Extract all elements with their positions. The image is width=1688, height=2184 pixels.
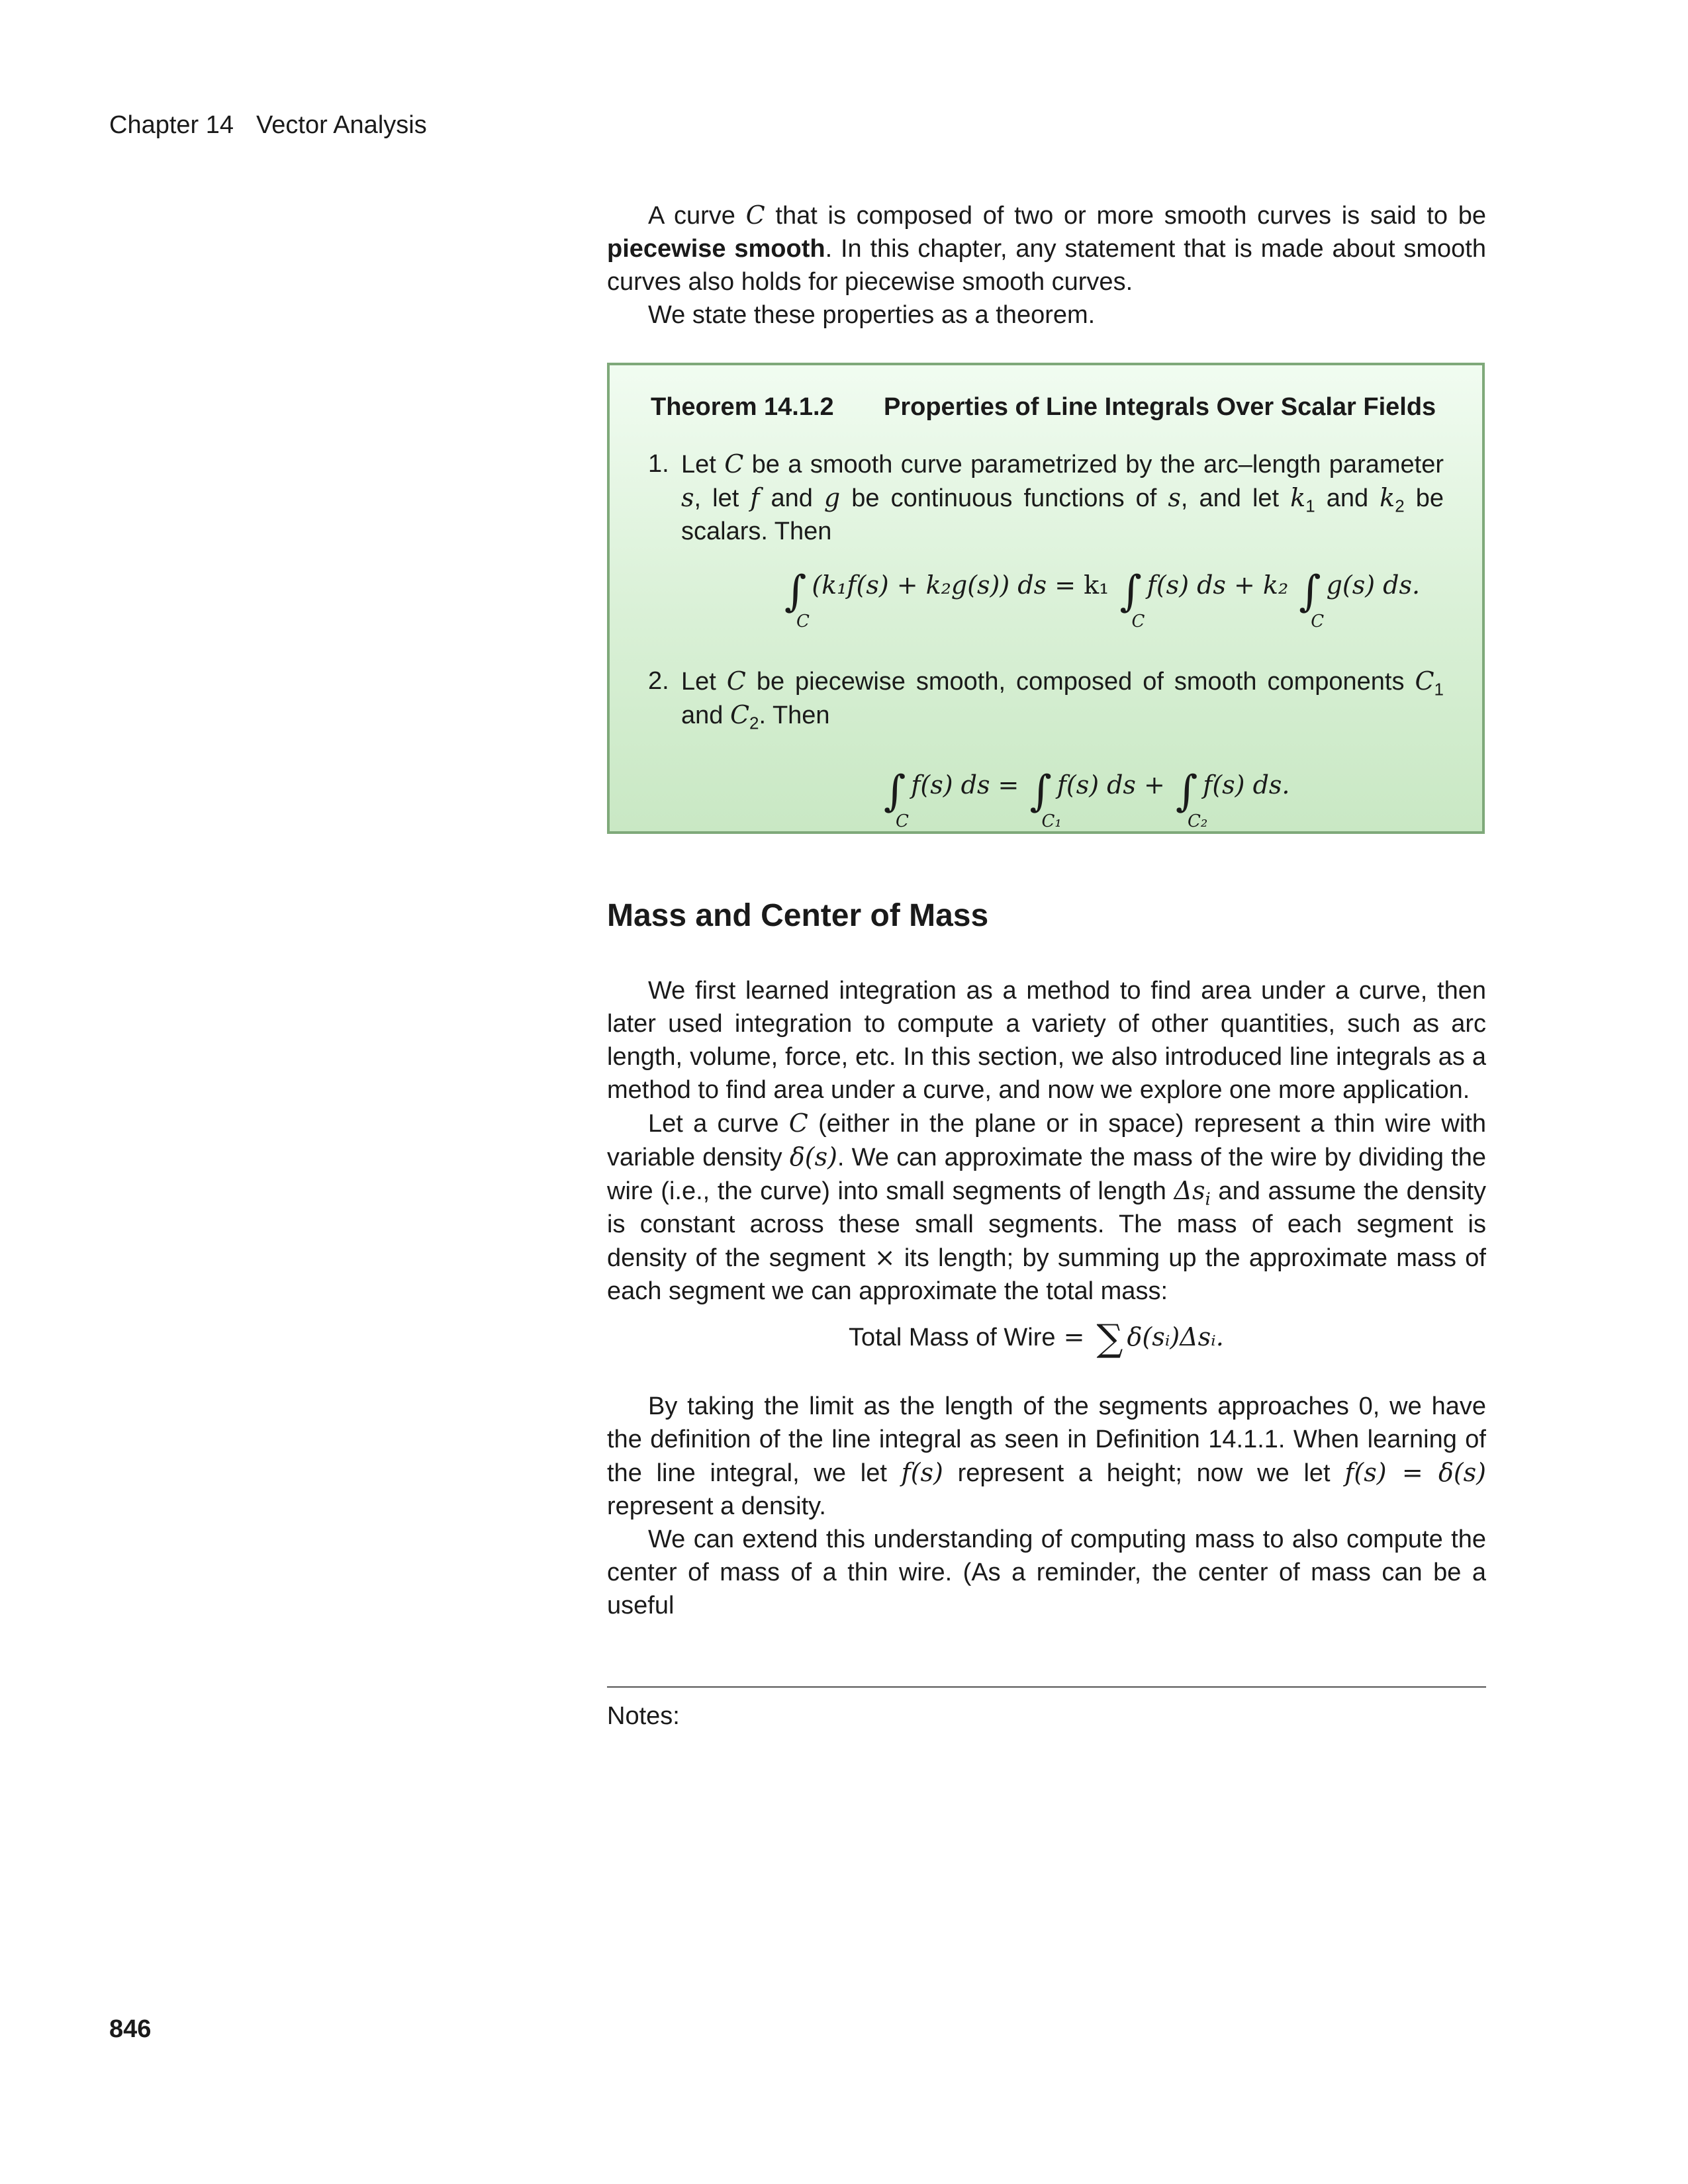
theorem-item-2: 2. Let C be piecewise smooth, composed of smooth components $C_1$ and $C_2$. Then <box>681 664 1444 732</box>
intro-paragraph-2: We state these properties as a theorem. <box>648 301 1096 329</box>
theorem-box <box>607 363 1485 834</box>
section-title: Mass and Center of Mass <box>607 898 989 933</box>
integral-sign: ∫ C <box>1119 567 1145 631</box>
limit-paragraph-1: By taking the limit as the length of the segments approaches 0, we have the definition of the line integral as seen in Definition 14.1.1. When learning of the line integral, we let f(s) represent a height; now we let f(s) = δ(s) represent a density. <box>607 1392 1486 1520</box>
integral-sign: ∫ C <box>884 767 909 831</box>
integral-sign: ∫ C₁ <box>1029 767 1062 831</box>
theorem-number: Theorem 14.1.2 <box>651 393 834 421</box>
chapter-number: Chapter 14 <box>109 111 234 139</box>
page-number: 846 <box>109 2015 152 2043</box>
defined-term: piecewise smooth <box>607 235 825 263</box>
theorem-title: Properties of Line Integrals Over Scalar Fields <box>884 393 1436 421</box>
integral-sign: ∫ C₂ <box>1175 767 1208 831</box>
running-head <box>109 111 427 140</box>
additivity-equation: ∫ C f(s) ds = ∫ C₁ f(s) ds + ∫ C₂ f(s) ds. <box>884 767 1290 831</box>
integral-sign: ∫ C <box>784 567 810 631</box>
integral-sign: ∫ C <box>1299 567 1325 631</box>
equation-label: Total Mass of Wire <box>849 1324 1056 1351</box>
total-mass-equation: Total Mass of Wire = ∑ δ(sᵢ)Δsᵢ. <box>849 1317 1224 1360</box>
item-marker: 2. <box>648 667 669 695</box>
item-marker: 1. <box>648 450 669 478</box>
mass-paragraph-2: Let a curve C (either in the plane or in space) represent a thin wire with variable density δ(s). We can approximate the mass of the wire by dividing the wire (i.e., the curve) into small segments of length $\Delta s_i$ and assume the density is constant across these small segments. The mass of each segment is density of the segment × its length; by summing up the approximate mass of each segment we can approximate the total mass: <box>607 1109 1487 1305</box>
mass-text <box>607 974 1486 1308</box>
notes-divider <box>607 1686 1486 1688</box>
linearity-equation: ∫ C (k₁f(s) + k₂g(s)) ds = k₁ ∫ C f(s) ds + k₂ ∫ C g(s) ds. <box>784 567 1421 631</box>
limit-text <box>607 1390 1486 1622</box>
limit-paragraph-2: We can extend this understanding of computing mass to also compute the center of mass of a thin wire. (As a reminder, the center of mass can be a useful <box>607 1525 1486 1619</box>
theorem-item-1: 1. Let C be a smooth curve parametrized by the arc–length parameter s, let f and g be continuous functions of s, and let $k_1$ and $k_2$ be scalars. Then <box>681 447 1444 548</box>
intro-paragraph: A curve C that is composed of two or more smooth curves is said to be piecewise smooth. In this chapter, any statement that is made about smooth curves also holds for piecewise smooth curves. <box>607 201 1486 296</box>
intro-text <box>607 199 1486 332</box>
theorem-heading <box>651 393 1436 422</box>
summation-sign: ∑ <box>1096 1317 1123 1360</box>
mass-paragraph-1: We first learned integration as a method to find area under a curve, then later used integration to compute a variety of other quantities, such as arc length, volume, force, etc. In this section, we also introduced line integrals as a method to find area under a curve, and now we explore one more application. <box>607 977 1486 1104</box>
chapter-title: Vector Analysis <box>256 111 427 139</box>
notes-label: Notes: <box>607 1702 680 1730</box>
